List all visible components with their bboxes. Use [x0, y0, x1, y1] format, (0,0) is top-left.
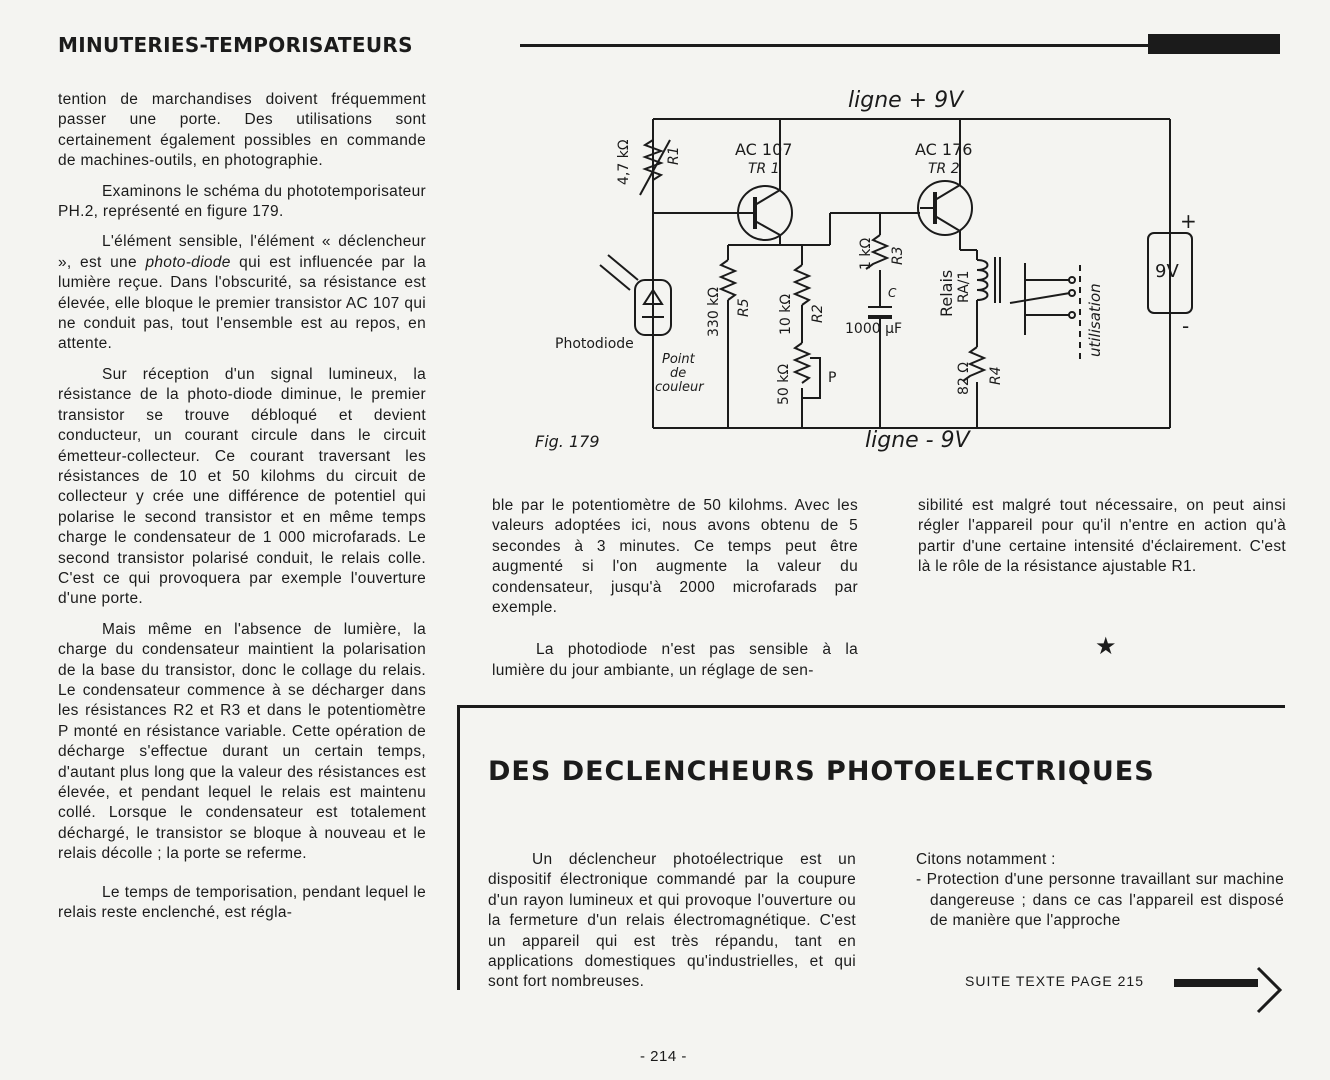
- star-ornament: ★: [1095, 633, 1117, 660]
- article-title: DES DECLENCHEURS PHOTOELECTRIQUES: [488, 756, 1155, 787]
- label-r2-name: R2: [810, 304, 826, 323]
- paragraph: Un déclencheur photoélectrique est un dispositif électronique commandé par la coupure d'un rayon lumineux et qui provoque l'ouverture ou la fermeture d'un relais électromagnétique. C'est un appareil qui est très répandu, tant en applications domestiques qu'industrielles, et qui sont fort nombreuses.: [488, 851, 856, 991]
- label-photodiode: Photodiode: [555, 336, 634, 352]
- label-line-top: ligne + 9V: [848, 88, 964, 113]
- emphasis-photodiode: photo-diode: [145, 253, 231, 271]
- column-2: [492, 496, 858, 681]
- label-couleur: couleur: [655, 380, 704, 395]
- paragraph: Le temps de temporisation, pendant lequel le relais reste enclenché, est régla-: [58, 883, 426, 922]
- label-tr2-name: TR 2: [928, 161, 960, 177]
- label-c-name: C: [888, 286, 897, 300]
- paragraph: Citons notamment :: [916, 851, 1056, 868]
- paragraph: tention de marchandises doivent fréquemment passer une porte. Des utilisations sont certainement également possibles en commande de machines-outils, en photographie.: [58, 91, 426, 170]
- label-relay-name: RA/1: [956, 270, 972, 303]
- paragraph: Sur réception d'un signal lumineux, la résistance de la photo-diode diminue, le premier transistor se trouve débloqué et devient conducteur, un courant circule dans le circuit émetteur-collecteur. Ce courant traversant les résistances de 10 et 50 kilohms du circuit de collecteur y crée une différence de potentiel qui polarise le second transistor et en même temps charge le condensateur de 1 000 microfarads. Le second transistor polarisé conduit, le relais colle. C'est ce qui provoquera par exemple l'ouverture d'une porte.: [58, 365, 426, 608]
- paragraph: sibilité est malgré tout nécessaire, on peut ainsi régler l'appareil pour qu'il n'entre en action qu'à partir d'une certaine intensité d'éclairement. C'est là le rôle de la résistance ajustable R1.: [918, 497, 1286, 576]
- label-tr1-type: AC 107: [735, 140, 793, 159]
- label-r5-name: R5: [736, 298, 752, 317]
- label-r5-value: 330 kΩ: [706, 287, 722, 337]
- label-point: Point: [662, 352, 695, 367]
- r2-resistor: [795, 265, 809, 305]
- paragraph: [58, 232, 426, 354]
- label-p-value: 50 kΩ: [776, 363, 792, 405]
- label-de: de: [670, 366, 687, 381]
- header-block: [1148, 34, 1280, 54]
- paragraph: Mais même en l'absence de lumière, la charge du condensateur maintient la polarisation de la base du transistor, donc le collage du relais. Le condensateur commence à se décharger dans les résistances R2 et R3 et dans le potentiomètre P monté en résistance variable. Cette opération de décharge s'effectue durant un certain temps, d'autant plus long que la valeur des résistances est élevée, et pendant lequel le relais est maintenu collé. Lorsque le condensateur est totalement déchargé, le transistor se bloque à nouveau et le relais décolle ; la porte se referme.: [58, 620, 426, 863]
- schematic-figure-179: [480, 85, 1200, 495]
- label-relay: Relais: [937, 269, 956, 317]
- box-column-right: [916, 850, 1284, 932]
- text-run: qui est influencée par la lumière reçue. Dans l'obscurité, sa résistance est élevée, elle bloque le premier transistor AC 107 qui ne conduit pas, tout l'ensemble est au repos, en attente.: [58, 253, 427, 353]
- r5-resistor: [721, 260, 735, 300]
- box-rule-top: [457, 705, 1285, 708]
- paragraph: La photodiode n'est pas sensible à la lumière du jour ambiante, un réglage de sen-: [492, 641, 858, 679]
- label-r2-value: 10 kΩ: [778, 293, 794, 335]
- label-utilisation: utilisation: [1086, 283, 1104, 357]
- label-line-bottom: ligne - 9V: [865, 428, 970, 453]
- label-r3-name: R3: [890, 246, 906, 265]
- box-column-left: [488, 850, 856, 993]
- label-tr1-name: TR 1: [748, 161, 780, 177]
- label-r1-value: 4,7 kΩ: [616, 139, 632, 185]
- label-p-name: P: [828, 370, 837, 386]
- column-1: [58, 90, 426, 923]
- running-header: MINUTERIES-TEMPORISATEURS: [58, 33, 413, 57]
- page-number: - 214 -: [640, 1048, 687, 1065]
- figure-caption: Fig. 179: [535, 432, 600, 451]
- header-rule: [520, 44, 1150, 47]
- continue-arrow-icon: [1256, 966, 1282, 1014]
- label-plus: +: [1180, 209, 1197, 233]
- p-potentiometer: [795, 343, 809, 383]
- label-r3-value: 1 kΩ: [858, 237, 874, 270]
- label-minus: -: [1182, 314, 1190, 338]
- box-rule-left: [457, 705, 460, 990]
- relay-coil: [977, 260, 988, 300]
- label-battery: 9V: [1155, 261, 1179, 282]
- continue-notice: SUITE TEXTE PAGE 215: [965, 973, 1144, 989]
- paragraph: Examinons le schéma du phototemporisateur PH.2, représenté en figure 179.: [58, 182, 426, 221]
- label-tr2-type: AC 176: [915, 140, 973, 159]
- label-c-value: 1000 μF: [845, 321, 903, 337]
- label-r1-name: R1: [666, 146, 682, 165]
- label-r4-name: R4: [988, 366, 1004, 385]
- text-run: L'élément sensible, l'élément « déclencheur », est une: [58, 233, 426, 271]
- label-r4-value: 82 Ω: [956, 362, 972, 395]
- list-item: - Protection d'une personne travaillant sur machine dangereuse ; dans ce cas l'appareil est disposé de manière que l'approche: [916, 871, 1284, 930]
- continue-bar: [1174, 979, 1258, 987]
- paragraph: ble par le potentiomètre de 50 kilohms. Avec les valeurs adoptées ici, nous avons obtenu de 5 secondes à 3 minutes. Ce temps peut être augmenté si l'on augmente la valeur du condensateur, jusqu'à 2000 microfarads par exemple.: [492, 497, 858, 617]
- column-3: [918, 496, 1286, 578]
